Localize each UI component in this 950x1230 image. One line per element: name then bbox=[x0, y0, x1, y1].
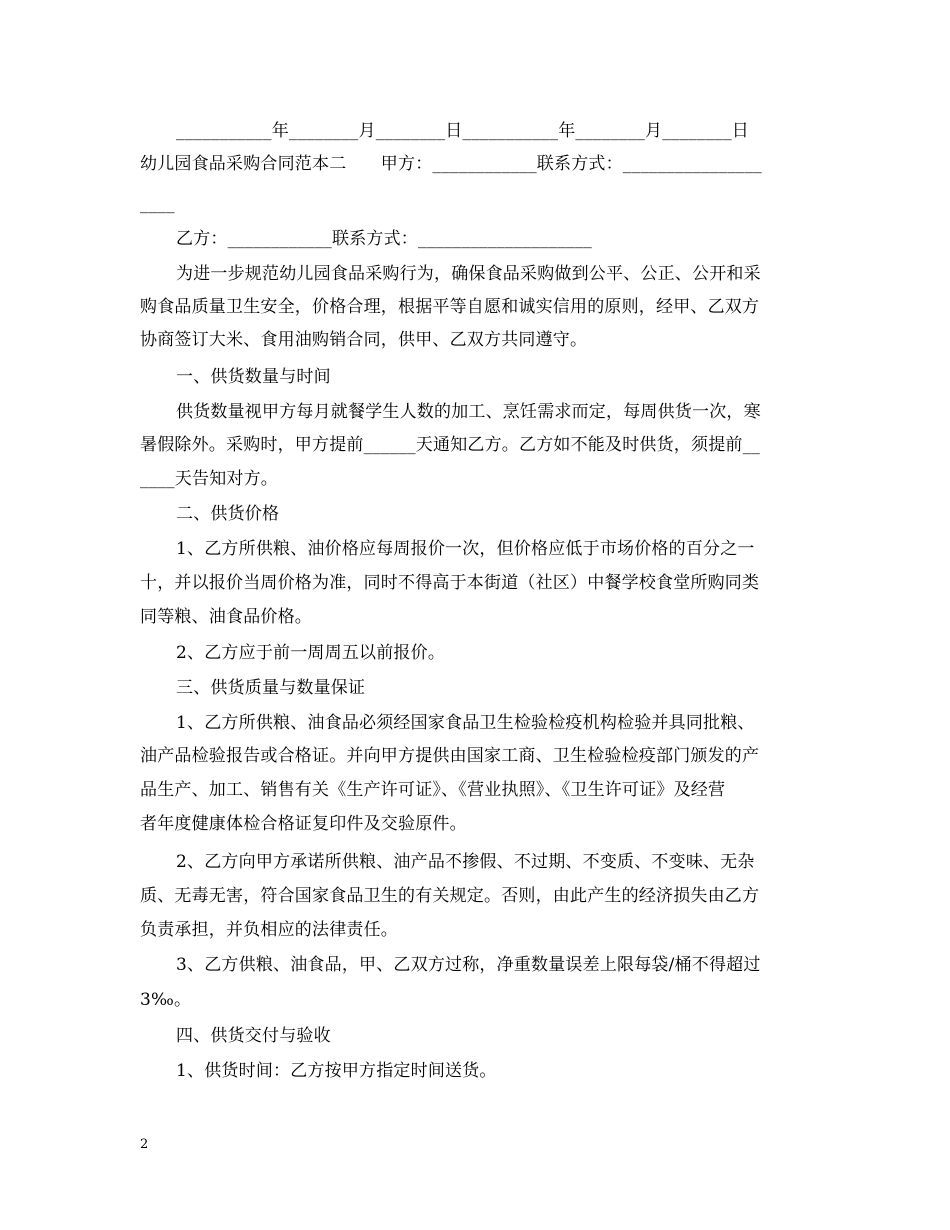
paragraph-line: 负责承担，并负相应的法律责任。 bbox=[140, 920, 398, 940]
paragraph-line: 十，并以报价当周价格为准，同时不得高于本街道（社区）中餐学校食堂所购同类 bbox=[140, 573, 760, 593]
paragraph-line: 者年度健康体检合格证复印件及交验原件。 bbox=[140, 814, 467, 834]
page-number: 2 bbox=[140, 1137, 149, 1152]
paragraph-line: 购食品质量卫生安全，价格合理，根据平等自愿和诚实信用的原则，经甲、乙双方 bbox=[140, 297, 760, 317]
paragraph-line: 油产品检验报告或合格证。并向甲方提供由国家工商、卫生检验检疫部门颁发的产 bbox=[140, 746, 760, 766]
paragraph-line: 质、无毒无害，符合国家食品卫生的有关规定。否则，由此产生的经济损失由乙方 bbox=[140, 886, 760, 906]
paragraph-line: 协商签订大米、食用油购销合同，供甲、乙双方共同遵守。 bbox=[140, 330, 588, 350]
paragraph-line: 2、乙方应于前一周周五以前报价。 bbox=[176, 643, 446, 663]
title-party-a-line: 幼儿园食品采购合同范本二 甲方：____________联系方式：________________ bbox=[140, 154, 762, 174]
paragraph-line: 1、乙方所供粮、油食品必须经国家食品卫生检验检疫机构检验并具同批粮、 bbox=[176, 713, 755, 733]
party-b-line: 乙方：____________联系方式：____________________ bbox=[176, 229, 592, 249]
section-heading: 二、供货价格 bbox=[176, 504, 280, 524]
section-heading: 三、供货质量与数量保证 bbox=[176, 678, 366, 698]
paragraph-line: 1、乙方所供粮、油价格应每周报价一次，但价格应低于市场价格的百分之一 bbox=[176, 539, 755, 559]
section-heading: 四、供货交付与验收 bbox=[176, 1026, 331, 1046]
section-heading: 一、供货数量与时间 bbox=[176, 367, 331, 387]
date-line: ___________年________月________日___________年________月________日 bbox=[176, 121, 749, 141]
paragraph-line: 同等粮、油食品价格。 bbox=[140, 607, 312, 627]
party-a-contact-continuation: ____ bbox=[140, 194, 175, 214]
paragraph-line: ____天告知对方。 bbox=[140, 469, 278, 489]
paragraph-line: 2、乙方向甲方承诺所供粮、油产品不掺假、不过期、不变质、不变味、无杂 bbox=[176, 852, 755, 872]
paragraph-line: 暑假除外。采购时，甲方提前______天通知乙方。乙方如不能及时供货，须提前__ bbox=[140, 435, 760, 455]
paragraph-line: 1、供货时间：乙方按甲方指定时间送货。 bbox=[176, 1061, 497, 1081]
paragraph-line: 为进一步规范幼儿园食品采购行为，确保食品采购做到公平、公正、公开和采 bbox=[176, 264, 761, 284]
paragraph-line: 3、乙方供粮、油食品，甲、乙双方过称，净重数量误差上限每袋/桶不得超过 bbox=[176, 955, 761, 975]
paragraph-line: 品生产、加工、销售有关《生产许可证》、《营业执照》、《卫生许可证》及经营 bbox=[140, 780, 726, 800]
paragraph-line: 供货数量视甲方每月就餐学生人数的加工、烹饪需求而定，每周供货一次，寒 bbox=[176, 402, 761, 422]
paragraph-line: 3‰。 bbox=[140, 990, 192, 1010]
